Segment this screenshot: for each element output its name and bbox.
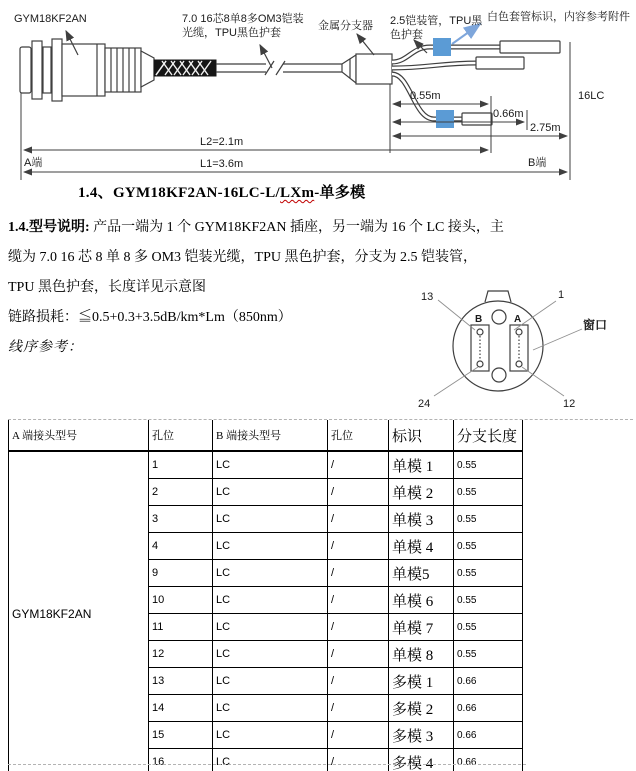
- length-cell: 0.55: [454, 451, 523, 479]
- end-a-label: A端: [24, 157, 43, 169]
- cable-label-line1: 7.0 16芯8单8多OM3铠装: [182, 13, 304, 25]
- length-cell: 0.55: [454, 560, 523, 587]
- table-row: [9, 451, 523, 479]
- mark-cell: 多模 4: [389, 749, 454, 771]
- hole-cell: 13: [149, 668, 213, 695]
- length-cell: 0.66: [454, 749, 523, 771]
- section-title: [78, 181, 365, 202]
- hole-b-cell: /: [328, 587, 389, 614]
- length-cell: 0.55: [454, 533, 523, 560]
- link-loss-line: 链路损耗：≦0.5+0.3+3.5dB/km*Lm（850nm）: [8, 310, 292, 325]
- header-a-connector: A 端接头型号: [9, 420, 149, 451]
- hole-b-cell: /: [328, 641, 389, 668]
- b-connector-cell: LC: [213, 506, 328, 533]
- pin-24-label: 24: [418, 398, 431, 410]
- mark-cell: 多模 3: [389, 722, 454, 749]
- hole-b-cell: /: [328, 451, 389, 479]
- sleeve-label: 白色套管标识，内容参考附件: [487, 11, 630, 23]
- b-connector-cell: LC: [213, 479, 328, 506]
- section-title-wavy: LXm: [280, 185, 315, 201]
- wiring-table: [8, 420, 523, 771]
- length-cell: 0.66: [454, 695, 523, 722]
- table-header-row: [9, 420, 523, 451]
- hole-cell: 1: [149, 451, 213, 479]
- wiring-reference-line: 线序参考：: [8, 340, 83, 355]
- dim-label-066: 0.66m: [493, 108, 524, 120]
- length-cell: 0.66: [454, 722, 523, 749]
- braided-sleeve: [154, 60, 216, 76]
- hole-cell: 11: [149, 614, 213, 641]
- blue-marker-bottom: [436, 110, 454, 128]
- length-cell: 0.55: [454, 641, 523, 668]
- slot-b-label: B: [475, 314, 483, 325]
- metal-splitter-drawing: [342, 54, 392, 84]
- hole-cell: 16: [149, 749, 213, 771]
- hole-b-cell: /: [328, 668, 389, 695]
- branch-label-line2: 色护套: [390, 29, 423, 41]
- description-label: 1.4.型号说明:: [8, 220, 90, 235]
- a-connector-cell: GYM18KF2AN: [9, 451, 149, 771]
- mark-cell: 单模 8: [389, 641, 454, 668]
- header-hole-a: 孔位: [149, 420, 213, 451]
- hole-cell: 10: [149, 587, 213, 614]
- section-title-prefix: 1.4、GYM18KF2AN-16LC-L/: [78, 185, 281, 201]
- pin-13-label: 13: [421, 291, 434, 303]
- splitter-label: 金属分支器: [318, 20, 373, 32]
- hole-cell: 14: [149, 695, 213, 722]
- mark-cell: 多模 2: [389, 695, 454, 722]
- description-line3: TPU 黑色护套，长度详见示意图: [8, 280, 206, 295]
- header-mark: 标识: [389, 420, 454, 451]
- length-cell: 0.55: [454, 506, 523, 533]
- mark-cell: 单模 1: [389, 451, 454, 479]
- hole-cell: 12: [149, 641, 213, 668]
- description-line1-text: 产品一端为 1 个 GYM18KF2AN 插座，另一端为 16 个 LC 接头，主: [93, 220, 504, 235]
- b-connector-cell: LC: [213, 614, 328, 641]
- b-connector-cell: LC: [213, 560, 328, 587]
- description-line2: 缆为 7.0 16 芯 8 单 8 多 OM3 铠装光缆，TPU 黑色护套，分支为 2.5 铠装管，: [8, 250, 478, 265]
- length-cell: 0.66: [454, 668, 523, 695]
- hole-b-cell: /: [328, 560, 389, 587]
- length-cell: 0.55: [454, 479, 523, 506]
- b-connector-cell: LC: [213, 587, 328, 614]
- slot-a-label: A: [514, 314, 522, 325]
- length-cell: 0.55: [454, 614, 523, 641]
- b-connector-cell: LC: [213, 668, 328, 695]
- hole-cell: 15: [149, 722, 213, 749]
- hole-b-cell: /: [328, 614, 389, 641]
- hole-b-cell: /: [328, 695, 389, 722]
- header-b-connector: B 端接头型号: [213, 420, 328, 451]
- hole-b-cell: /: [328, 506, 389, 533]
- window-label: 窗口: [583, 318, 608, 332]
- header-hole-b: 孔位: [328, 420, 389, 451]
- hole-b-cell: /: [328, 749, 389, 771]
- connector-face-pinout: [405, 282, 625, 414]
- cable-assembly-diagram: [0, 0, 636, 180]
- end-b-label: B端: [528, 157, 547, 169]
- mark-cell: 多模 1: [389, 668, 454, 695]
- main-cable: [216, 61, 342, 75]
- branch-label-line1: 2.5铠装管，TPU黑: [390, 15, 483, 27]
- mark-cell: 单模 7: [389, 614, 454, 641]
- circular-connector-drawing: [20, 39, 154, 101]
- blue-leader-arrow: [452, 24, 480, 44]
- mark-cell: 单模5: [389, 560, 454, 587]
- mark-cell: 单模 6: [389, 587, 454, 614]
- mark-cell: 单模 2: [389, 479, 454, 506]
- dim-label-055: 0.55m: [410, 90, 441, 102]
- b-connector-cell: LC: [213, 722, 328, 749]
- pin-12-label: 12: [563, 398, 576, 410]
- hole-cell: 3: [149, 506, 213, 533]
- cable-label-line2: 光缆，TPU黑色护套: [182, 27, 281, 39]
- dim-label-275: 2.75m: [530, 122, 561, 134]
- mark-cell: 单模 4: [389, 533, 454, 560]
- section-title-suffix: -单多模: [314, 185, 366, 201]
- header-branch-length: 分支长度: [454, 420, 523, 451]
- lc-count-label: 16LC: [578, 90, 605, 102]
- hole-cell: 4: [149, 533, 213, 560]
- length-cell: 0.55: [454, 587, 523, 614]
- description-line1: [8, 213, 632, 243]
- connector-label: GYM18KF2AN: [14, 13, 87, 25]
- b-connector-cell: LC: [213, 641, 328, 668]
- dim-label-l2: L2=2.1m: [200, 136, 244, 148]
- hole-cell: 2: [149, 479, 213, 506]
- b-connector-cell: LC: [213, 695, 328, 722]
- mark-cell: 单模 3: [389, 506, 454, 533]
- dim-label-l1: L1=3.6m: [200, 158, 244, 170]
- hole-b-cell: /: [328, 479, 389, 506]
- hole-b-cell: /: [328, 722, 389, 749]
- hole-cell: 9: [149, 560, 213, 587]
- pin-1-label: 1: [558, 289, 565, 301]
- b-connector-cell: LC: [213, 533, 328, 560]
- b-connector-cell: LC: [213, 749, 328, 771]
- table-bottom-dashed-line: [8, 764, 526, 765]
- blue-marker-top: [433, 38, 451, 56]
- b-connector-cell: LC: [213, 451, 328, 479]
- hole-b-cell: /: [328, 533, 389, 560]
